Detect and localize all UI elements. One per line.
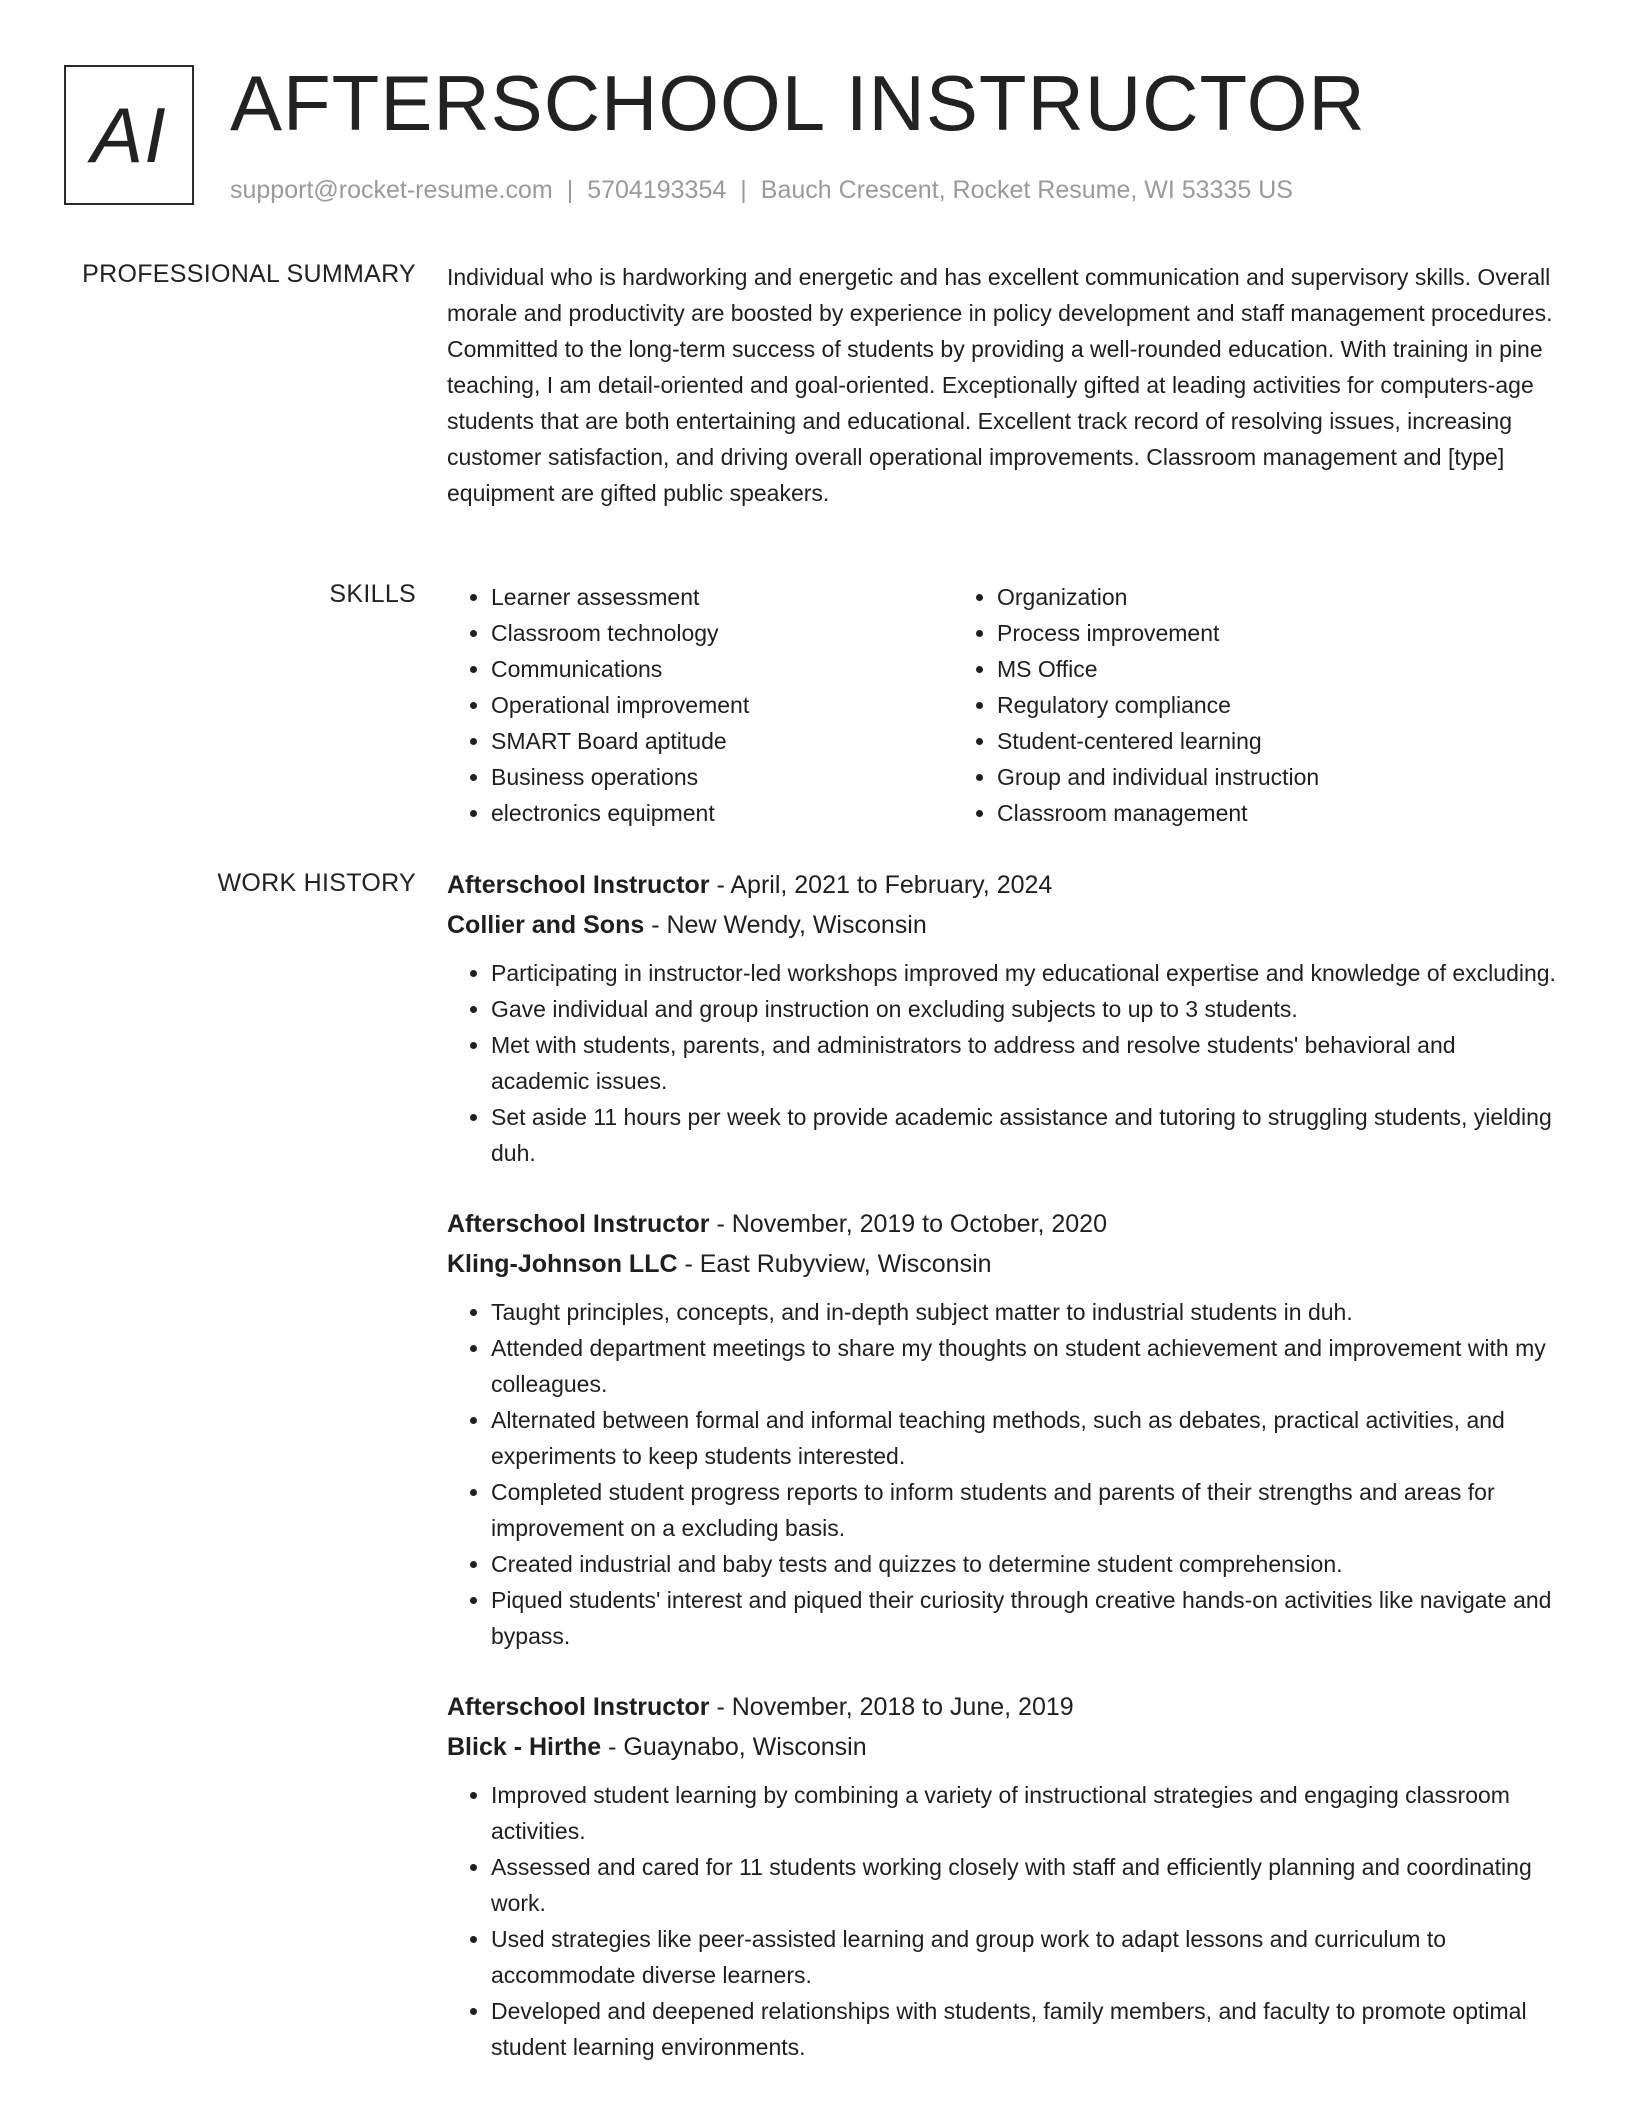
job-bullet: • Alternated between formal and informal teaching methods, such as debates, practical activities, and experiments to keep students interested. [491, 1402, 1557, 1474]
job-entry [447, 1687, 1557, 2065]
contact-address: Bauch Crescent, Rocket Resume, WI 53335 US [760, 176, 1293, 204]
skill-item: • Business operations [491, 759, 953, 795]
job-bullet: • Completed student progress reports to inform students and parents of their strengths and areas for improvement on a excluding basis. [491, 1474, 1557, 1546]
job-bullet: • Assessed and cared for 11 students working closely with staff and efficiently planning and coordinating work. [491, 1849, 1557, 1921]
job-company-line [447, 1727, 1557, 1767]
job-title-line [447, 1204, 1557, 1244]
job-bullet: • Used strategies like peer-assisted learning and group work to adapt lessons and curriculum to accommodate diverse learners. [491, 1921, 1557, 1993]
job-bullet: • Created industrial and baby tests and quizzes to determine student comprehension. [491, 1546, 1557, 1582]
skills-list-right [953, 579, 1513, 831]
skill-item: • MS Office [997, 651, 1513, 687]
job-entry [447, 1204, 1557, 1654]
candidate-name: AFTERSCHOOL INSTRUCTOR [230, 59, 1366, 147]
job-bullet: • Set aside 11 hours per week to provide academic assistance and tutoring to struggling students, yielding duh. [491, 1099, 1557, 1171]
job-location: - Guaynabo, Wisconsin [601, 1733, 867, 1761]
job-bullet: • Participating in instructor-led workshops improved my educational expertise and knowledge of excluding. [491, 955, 1557, 991]
monogram-text: AI [91, 90, 167, 179]
skill-item: • Operational improvement [491, 687, 953, 723]
job-title: Afterschool Instructor [447, 1210, 710, 1238]
section-label-work-history: WORK HISTORY [217, 869, 416, 897]
skill-item: • Group and individual instruction [997, 759, 1513, 795]
skill-item: • Classroom management [997, 795, 1513, 831]
job-bullet: • Attended department meetings to share my thoughts on student achievement and improvement with my colleagues. [491, 1330, 1557, 1402]
summary-text: Individual who is hardworking and energetic and has excellent communication and supervisory skills. Overall morale and productivity are boosted by experience in policy development and staff management procedures. Committed to the long-term success of students by providing a well-rounded education. With training in pine teaching, I am detail-oriented and goal-oriented. Exceptionally gifted at leading activities for computers-age students that are both entertaining and educational. Excellent track record of resolving issues, increasing customer satisfaction, and driving overall operational improvements. Classroom management and [type] equipment are gifted public speakers. [447, 264, 1553, 506]
skill-item: • Organization [997, 579, 1513, 615]
job-bullet: • Improved student learning by combining a variety of instructional strategies and engaging classroom activities. [491, 1777, 1557, 1849]
skill-item: • Regulatory compliance [997, 687, 1513, 723]
work-history-section [447, 865, 1557, 2098]
section-label-skills: SKILLS [329, 580, 416, 608]
job-title-line [447, 1687, 1557, 1727]
job-dates: - November, 2019 to October, 2020 [709, 1210, 1107, 1238]
skills-section [447, 579, 1557, 831]
job-location: - East Rubyview, Wisconsin [677, 1250, 992, 1278]
summary-section [447, 259, 1557, 511]
job-entry [447, 865, 1557, 1171]
job-title: Afterschool Instructor [447, 1693, 710, 1721]
job-title-line [447, 865, 1557, 905]
job-bullets [447, 1777, 1557, 2065]
skill-item: • Classroom technology [491, 615, 953, 651]
skill-item: • Process improvement [997, 615, 1513, 651]
contact-email: support@rocket-resume.com [230, 176, 553, 204]
job-company: Kling-Johnson LLC [447, 1250, 678, 1278]
job-company: Collier and Sons [447, 911, 645, 939]
skill-item: • Student-centered learning [997, 723, 1513, 759]
job-bullets [447, 955, 1557, 1171]
job-location: - New Wendy, Wisconsin [644, 911, 927, 939]
skill-item: • electronics equipment [491, 795, 953, 831]
job-title: Afterschool Instructor [447, 871, 710, 899]
job-company-line [447, 1244, 1557, 1284]
job-bullet: • Taught principles, concepts, and in-depth subject matter to industrial students in duh. [491, 1294, 1557, 1330]
skills-list-left [447, 579, 953, 831]
contact-phone: 5704193354 [587, 176, 727, 204]
contact-separator: | [740, 176, 747, 204]
section-label-summary: PROFESSIONAL SUMMARY [82, 260, 416, 288]
skill-item: • SMART Board aptitude [491, 723, 953, 759]
job-bullet: • Developed and deepened relationships with students, family members, and faculty to promote optimal student learning environments. [491, 1993, 1557, 2065]
contact-line [230, 176, 1293, 205]
job-company-line [447, 905, 1557, 945]
contact-separator: | [566, 176, 574, 204]
job-dates: - November, 2018 to June, 2019 [709, 1693, 1074, 1721]
job-company: Blick - Hirthe [447, 1733, 602, 1761]
job-bullets [447, 1294, 1557, 1654]
monogram-logo [64, 65, 194, 205]
job-dates: - April, 2021 to February, 2024 [709, 871, 1053, 899]
job-bullet: • Piqued students' interest and piqued their curiosity through creative hands-on activities like navigate and bypass. [491, 1582, 1557, 1654]
job-bullet: • Gave individual and group instruction on excluding subjects to up to 3 students. [491, 991, 1557, 1027]
skill-item: • Communications [491, 651, 953, 687]
job-bullet: • Met with students, parents, and administrators to address and resolve students' behavioral and academic issues. [491, 1027, 1557, 1099]
skill-item: • Learner assessment [491, 579, 953, 615]
